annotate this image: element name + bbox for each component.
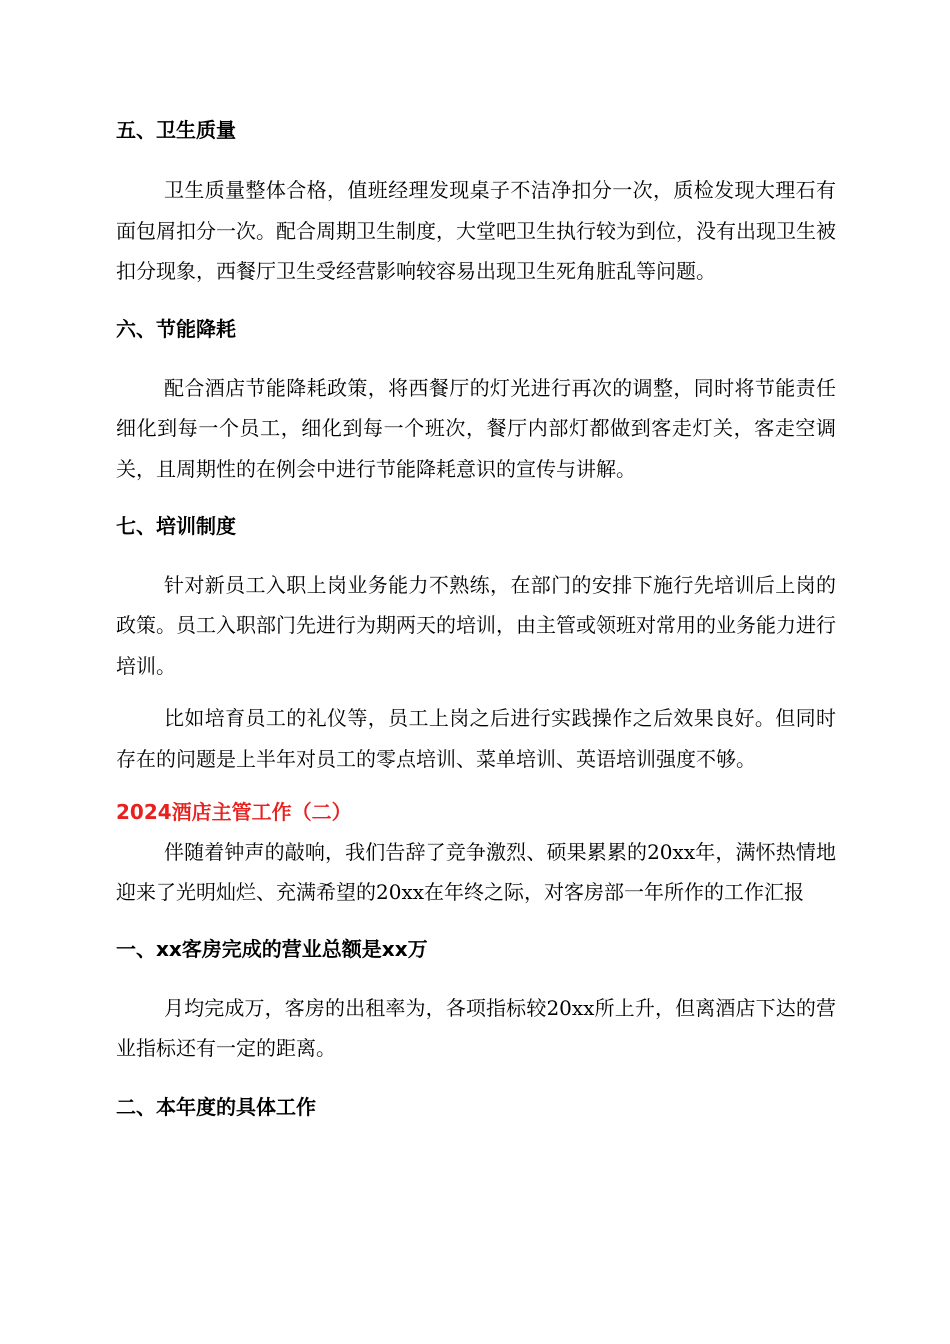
part-two-title: 2024酒店主管工作（二）	[116, 799, 352, 824]
paragraph-revenue: 月均完成万，客房的出租率为，各项指标较20xx所上升，但离酒店下达的营业指标还有一定的距离。	[116, 995, 836, 1061]
paragraph-energy: 配合酒店节能降耗政策，将西餐厅的灯光进行再次的调整，同时将节能责任细化到每一个员工，细化到每一个班次，餐厅内部灯都做到客走灯关，客走空调关，且周期性的在例会中进行节能降耗意识的宣传与讲解。	[116, 375, 836, 481]
paragraph-hygiene: 卫生质量整体合格，值班经理发现桌子不洁净扣分一次，质检发现大理石有面包屑扣分一次。配合周期卫生制度，大堂吧卫生执行较为到位，没有出现卫生被扣分现象，西餐厅卫生受经营影响较容易出现卫生死角脏乱等问题。	[116, 178, 836, 284]
paragraph-training-1: 针对新员工入职上岗业务能力不熟练，在部门的安排下施行先培训后上岗的政策。员工入职部门先进行为期两天的培训，由主管或领班对常用的业务能力进行培训。	[116, 572, 836, 678]
document-content	[116, 110, 836, 1125]
section-heading-annual-work: 二、本年度的具体工作	[116, 1094, 316, 1119]
paragraph-training-2: 比如培育员工的礼仪等，员工上岗之后进行实践操作之后效果良好。但同时存在的问题是上半年对员工的零点培训、菜单培训、英语培训强度不够。	[116, 706, 836, 771]
section-heading-energy: 六、节能降耗	[116, 316, 236, 341]
section-heading-hygiene: 五、卫生质量	[116, 118, 236, 142]
section-heading-revenue: 一、xx客房完成的营业总额是xx万	[116, 936, 428, 961]
paragraph-intro: 伴随着钟声的敲响，我们告辞了竞争激烈、硕果累累的20xx年，满怀热情地迎来了光明灿烂、充满希望的20xx在年终之际，对客房部一年所作的工作汇报	[116, 839, 836, 905]
section-heading-training: 七、培训制度	[116, 513, 236, 538]
